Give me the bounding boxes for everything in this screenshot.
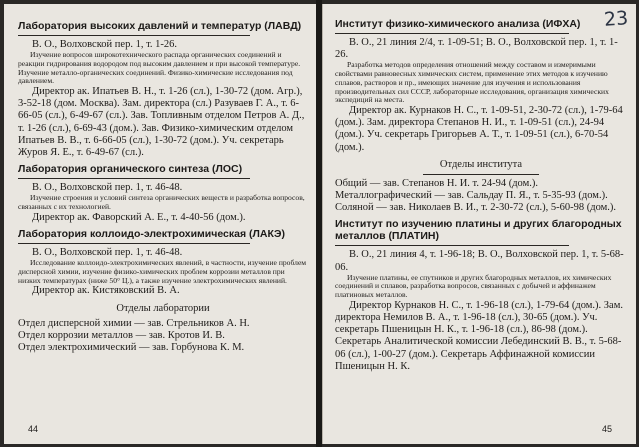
lake-title: Лаборатория коллоидо-электрохимическая (ЛАКЭ) bbox=[18, 228, 285, 241]
left-page bbox=[4, 4, 317, 444]
lavd-title: Лаборатория высоких давлений и температур (ЛАВД) bbox=[18, 20, 302, 32]
ifkha-title: Институт физико-химического анализа (ИФХА) bbox=[335, 18, 581, 30]
divider bbox=[335, 245, 569, 246]
divider bbox=[18, 35, 250, 36]
divider bbox=[335, 33, 569, 34]
department-item: Металлографический — зав. Сальдау П. Я., т. 5-35-93 (дом.). bbox=[335, 189, 608, 201]
los-staff: Директор ак. Фаворский А. Е., т. 4-40-56 (дом.). bbox=[32, 211, 246, 223]
divider bbox=[18, 178, 250, 179]
right-page bbox=[322, 4, 636, 444]
ifkha-staff: Директор ак. Курнаков Н. С., т. 1-09-51, 2-30-72 (сл.), 1-79-64 (дом.). Зам. директора Степанов Н. И., т. 1-09-51 (сл.), 24-94 (дом.). Уч. секретарь Григорьев А. Т., т. 1-09-51 (сл.), 6-70-54 (дом.). bbox=[335, 104, 623, 153]
department-item: Соляной — зав. Николаев В. И., т. 2-30-72 (сл.), 5-60-98 (дом.). bbox=[335, 202, 617, 214]
lavd-staff: Директор ак. Ипатьев В. Н., т. 1-26 (сл.), 1-30-72 (дом. Агр.), 3-52-18 (дом. Москва). Зам. директора (сл.) Разуваев Г. А., т. 6-66-05 (сл.), 6-49-67 (сл.). Зав. Топливным отделом Петров А. Д., т. 1-26 (сл.), 6-69-43 (дом.). Зав. Физико-химическим отделом Ипатьев В. В., т. 6-66-05 (сл.), 1-30-72 (дом.). Уч. секретарь Журов Я. Е., т. 6-49-67 (сл.). bbox=[18, 86, 305, 159]
divider bbox=[423, 174, 540, 175]
lake-staff: Директор ак. Кистяковский В. А. bbox=[32, 285, 180, 297]
lake-address: В. О., Волховской пер. 1, т. 46-48. bbox=[32, 247, 183, 259]
ifkha-departments-heading: Отделы института bbox=[439, 158, 523, 170]
platin-title: Институт по изучению платины и других благородных металлов (ПЛАТИН) bbox=[335, 218, 622, 243]
ifkha-address: В. О., 21 линия 2/4, т. 1-09-51; В. О., Волховской пер. 1, т. 1-26. bbox=[335, 37, 618, 61]
platin-staff: Директор Курнаков Н. С., т. 1-96-18 (сл.), 1-79-64 (дом.). Зам. директора Немилов В. А., т. 1-96-18 (сл.), 30-65 (дом.). Уч. секретарь Пшеницын Н. К., т. 1-96-18 (сл.), 86-98 (дом.). Секретарь Аналитической комиссии Лебединский В. В., т. 5-68-06 (сл.), 1-00-27 (дом.). Секретарь Аффинажной комиссии Пшеницын Н. К. bbox=[335, 299, 623, 372]
handwritten-number: 23 bbox=[603, 7, 629, 31]
page-number: 45 bbox=[601, 424, 612, 434]
lake-departments-heading: Отделы лаборатории bbox=[116, 302, 210, 314]
department-item: Отдел дисперсной химии — зав. Стрельников А. Н. bbox=[18, 317, 250, 329]
department-item: Общий — зав. Степанов Н. И. т. 24-94 (дом.). bbox=[335, 177, 538, 189]
department-item: Отдел коррозии металлов — зав. Кротов И. В. bbox=[18, 329, 225, 341]
left-page-content bbox=[18, 20, 308, 354]
los-address: В. О., Волховской пер. 1, т. 46-48. bbox=[32, 182, 183, 194]
lake-topics: Исследование коллоидо-электрохимических явлений, в частности, изучение проблем дисперсной химии, изучение физико-химических проблем коррозии металлов при низких температурах (ниже 50° Ц.), а также изучение электрохимических явлений. bbox=[18, 258, 307, 285]
ifkha-topics: Разработка методов определения отношений между составом и измеримыми свойствами равновесных химических систем, применение этих методов к изучению сплавов, растворов и пр., имеющих значение для изучения и использования производительных сил СССР, лабораторные исследования, организация химических экспедиций на места. bbox=[335, 60, 609, 105]
platin-topics: Изучение платины, ее спутников и других благородных металлов, их химических соединений и сплавов, разработка вопросов, связанных с добычей и аффинажем платиновых металлов. bbox=[335, 272, 612, 300]
platin-address: В. О., 21 линия 4, т. 1-96-18; В. О., Волховской пер. 1, т. 5-68-06. bbox=[335, 249, 624, 273]
department-item: Отдел электрохимический — зав. Горбунова К. М. bbox=[18, 341, 245, 353]
los-topics: Изучение строения и условий синтеза органических веществ и разработка вопросов, связанных с их технологией. bbox=[18, 193, 305, 212]
divider bbox=[18, 243, 250, 244]
page-number: 44 bbox=[28, 424, 39, 434]
los-title: Лаборатория органического синтеза (ЛОС) bbox=[18, 163, 243, 176]
right-page-content bbox=[335, 18, 627, 373]
lavd-address: В. О., Волховской пер. 1, т. 1-26. bbox=[32, 39, 177, 50]
lavd-topics: Изучение вопросов широкотехнического распада органических соединений и реакции гидрирования водородом под высоким давлением и при высокой температуре. Изучение металло-органических соединений. Физико-химические исследования под давлением. bbox=[18, 50, 301, 86]
